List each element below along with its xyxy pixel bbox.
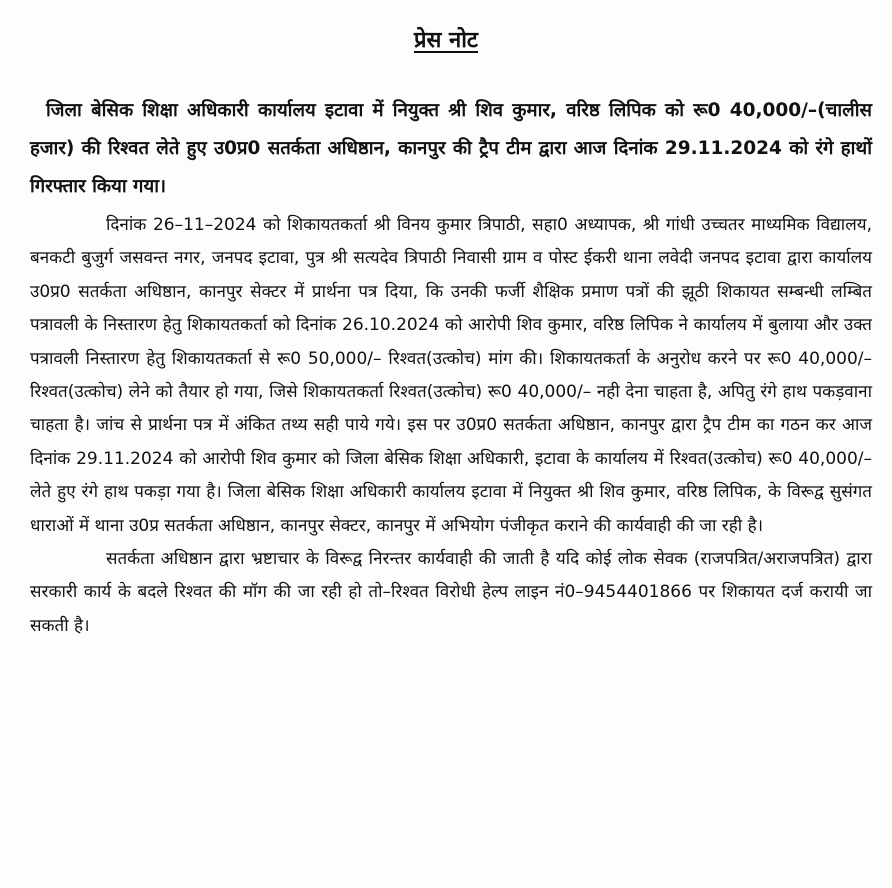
document-body	[30, 92, 872, 643]
lead-paragraph: जिला बेसिक शिक्षा अधिकारी कार्यालय इटावा में नियुक्त श्री शिव कुमार, वरिष्ठ लिपिक को रू0 40,000/–(चालीस हजार) की रिश्वत लेते हुए उ0प्र0 सतर्कता अधिष्ठान, कानपुर की ट्रैप टीम द्वारा आज दिनांक 29.11.2024 को रंगे हाथों गिरफ्तार किया गया।	[30, 100, 872, 197]
closing-paragraph: सतर्कता अधिष्ठान द्वारा भ्रष्टाचार के विरूद्व निरन्तर कार्यवाही की जाती है यदि कोई लोक सेवक (राजपत्रित/अराजपत्रित) द्वारा सरकारी कार्य के बदले रिश्वत की मॉग की जा रही हो तो–रिश्वत विरोधी हेल्प लाइन नं0–9454401866 पर शिकायत दर्ज करायी जा सकती है।	[30, 549, 872, 636]
document-title	[0, 26, 892, 56]
body-paragraph: दिनांक 26–11–2024 को शिकायतकर्ता श्री विनय कुमार त्रिपाठी, सहा0 अध्यापक, श्री गांधी उच्चतर माध्यमिक विद्यालय, बनकटी बुजुर्ग जसवन्त नगर, जनपद इटावा, पुत्र श्री सत्यदेव त्रिपाठी निवासी ग्राम व पोस्ट ईकरी थाना लवेदी जनपद इटावा द्वारा कार्यालय उ0प्र0 सतर्कता अधिष्ठान, कानपुर सेक्टर में प्रार्थना पत्र दिया, कि उनकी फर्जी शैक्षिक प्रमाण पत्रों की झूठी शिकायत सम्बन्धी लम्बित पत्रावली के निस्तारण हेतु शिकायतकर्ता को दिनांक 26.10.2024 को आरोपी शिव कुमार, वरिष्ठ लिपिक ने कार्यालय में बुलाया और उक्त पत्रावली निस्तारण हेतु शिकायतकर्ता से रू0 50,000/– रिश्वत(उत्कोच) मांग की। शिकायतकर्ता के अनुरोध करने पर रू0 40,000/– रिश्वत(उत्कोच) लेने को तैयार हो गया, जिसे शिकायतकर्ता रिश्वत(उत्कोच) रू0 40,000/– नही देना चाहता है, अपितु रंगे हाथ पकड़वाना चाहता है। जांच से प्रार्थना पत्र में अंकित तथ्य सही पाये गये। इस पर उ0प्र0 सतर्कता अधिष्ठान, कानपुर द्वारा ट्रैप टीम का गठन कर आज दिनांक 29.11.2024 को आरोपी शिव कुमार को जिला बेसिक शिक्षा अधिकारी, इटावा के कार्यालय में रिश्वत(उत्कोच) रू0 40,000/– लेते हुए रंगे हाथ पकड़ा गया है। जिला बेसिक शिक्षा अधिकारी कार्यालय इटावा में नियुक्त श्री शिव कुमार, वरिष्ठ लिपिक, के विरूद्व सुसंगत धाराओं में थाना उ0प्र सतर्कता अधिष्ठान, कानपुर सेक्टर, कानपुर में अभियोग पंजीकृत कराने की कार्यवाही की जा रही है।	[30, 215, 872, 536]
title-text: प्रेस नोट	[413, 28, 479, 53]
